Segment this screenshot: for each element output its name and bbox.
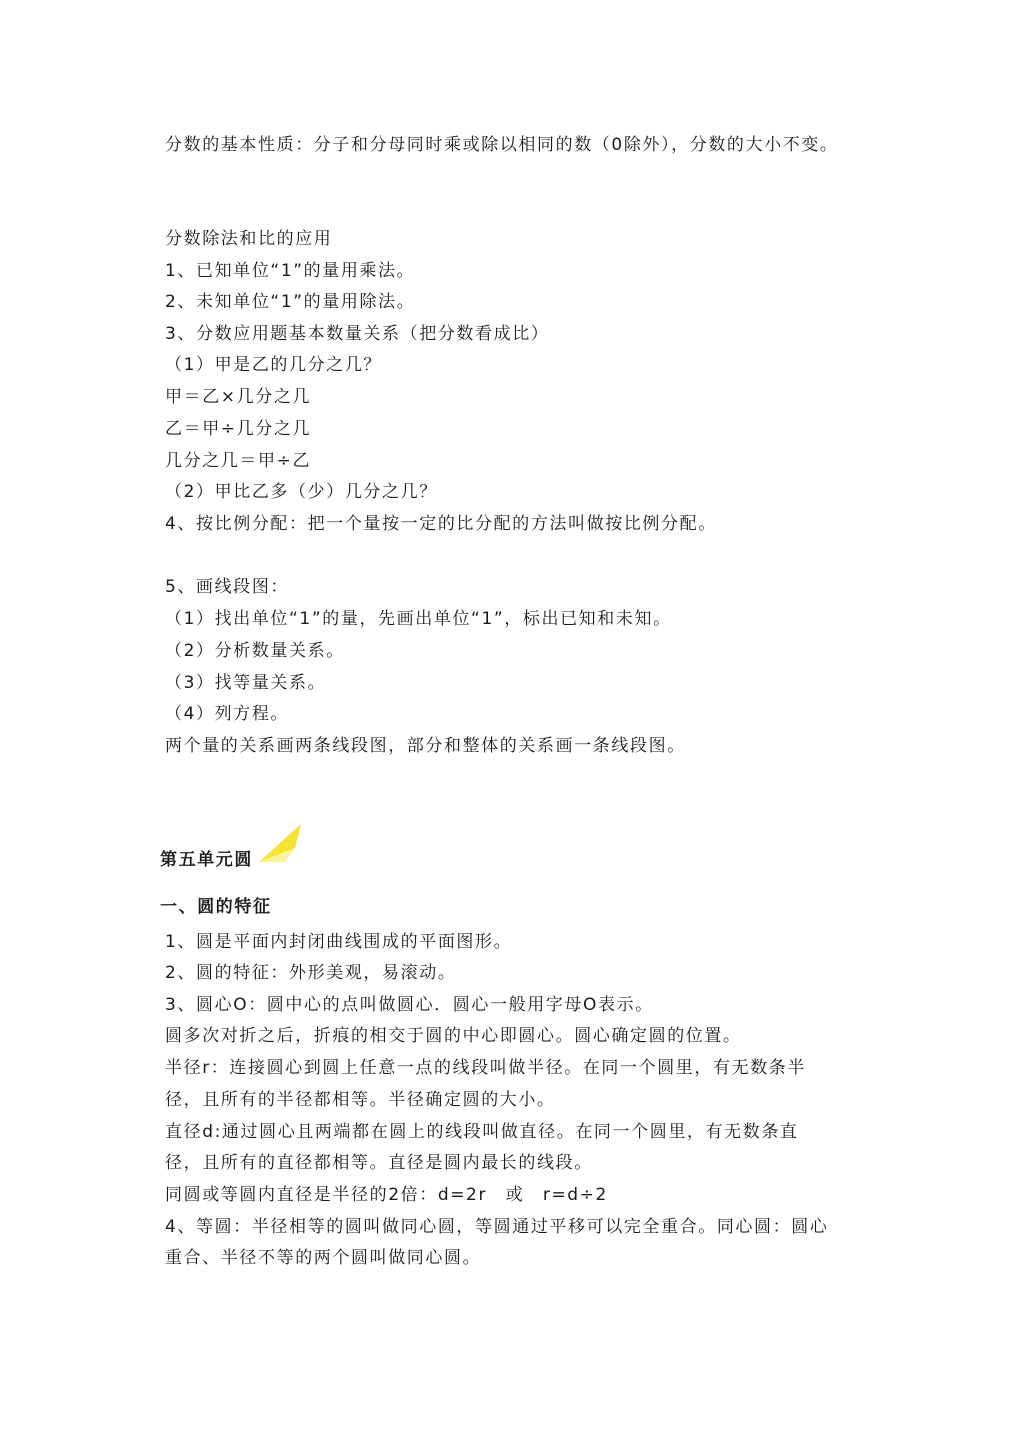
formula-line: 乙＝甲÷几分之几: [165, 419, 312, 439]
section-heading-fraction-division: 分数除法和比的应用: [165, 229, 333, 249]
list-item: 3、分数应用题基本数量关系（把分数看成比）: [165, 324, 550, 344]
paragraph-line: 直径d:通过圆心且两端都在圆上的线段叫做直径。在同一个圆里，有无数条直: [165, 1122, 799, 1142]
formula-line: 同圆或等圆内直径是半径的2倍：d=2r 或 r=d÷2: [165, 1185, 608, 1205]
list-item: 2、未知单位“1”的量用除法。: [165, 292, 416, 312]
paragraph-line: 径，且所有的直径都相等。直径是圆内最长的线段。: [165, 1153, 593, 1173]
list-item: （3）找等量关系。: [165, 673, 327, 693]
highlight-mark-icon: [255, 822, 305, 866]
list-item: （1）甲是乙的几分之几？: [165, 355, 383, 375]
list-item: 两个量的关系画两条线段图，部分和整体的关系画一条线段图。: [165, 736, 686, 756]
list-item: （2）分析数量关系。: [165, 641, 345, 661]
paragraph-line: 圆多次对折之后，折痕的相交于圆的中心即圆心。圆心确定圆的位置。: [165, 1026, 742, 1046]
paragraph-line: 4、等圆：半径相等的圆叫做同心圆，等圆通过平移可以完全重合。同心圆：圆心: [165, 1217, 829, 1237]
fraction-property-text: 分数的基本性质：分子和分母同时乘或除以相同的数（0除外），分数的大小不变。: [165, 135, 839, 155]
paragraph-line: 径，且所有的半径都相等。半径确定圆的大小。: [165, 1090, 556, 1110]
list-item: 5、画线段图：: [165, 577, 290, 597]
list-item: 1、圆是平面内封闭曲线围成的平面图形。: [165, 932, 513, 952]
paragraph-line: 半径r：连接圆心到圆上任意一点的线段叫做半径。在同一个圆里，有无数条半: [165, 1058, 806, 1078]
formula-line: 甲＝乙×几分之几: [165, 387, 312, 407]
paragraph-line: 重合、半径不等的两个圆叫做同心圆。: [165, 1248, 482, 1268]
list-item: 4、按比例分配：把一个量按一定的比分配的方法叫做按比例分配。: [165, 514, 717, 534]
formula-line: 几分之几＝甲÷乙: [165, 451, 312, 471]
list-item: 1、已知单位“1”的量用乘法。: [165, 261, 416, 281]
list-item: （2）甲比乙多（少）几分之几？: [165, 482, 438, 502]
list-item: 3、圆心O：圆中心的点叫做圆心．圆心一般用字母O表示。: [165, 995, 654, 1015]
list-item: （4）列方程。: [165, 704, 290, 724]
list-item: 2、圆的特征：外形美观，易滚动。: [165, 963, 457, 983]
unit-heading: 第五单元圆: [160, 850, 253, 870]
section-heading-circle-features: 一、圆的特征: [160, 897, 272, 917]
list-item: （1）找出单位“1”的量，先画出单位“1”，标出已知和未知。: [165, 609, 672, 629]
